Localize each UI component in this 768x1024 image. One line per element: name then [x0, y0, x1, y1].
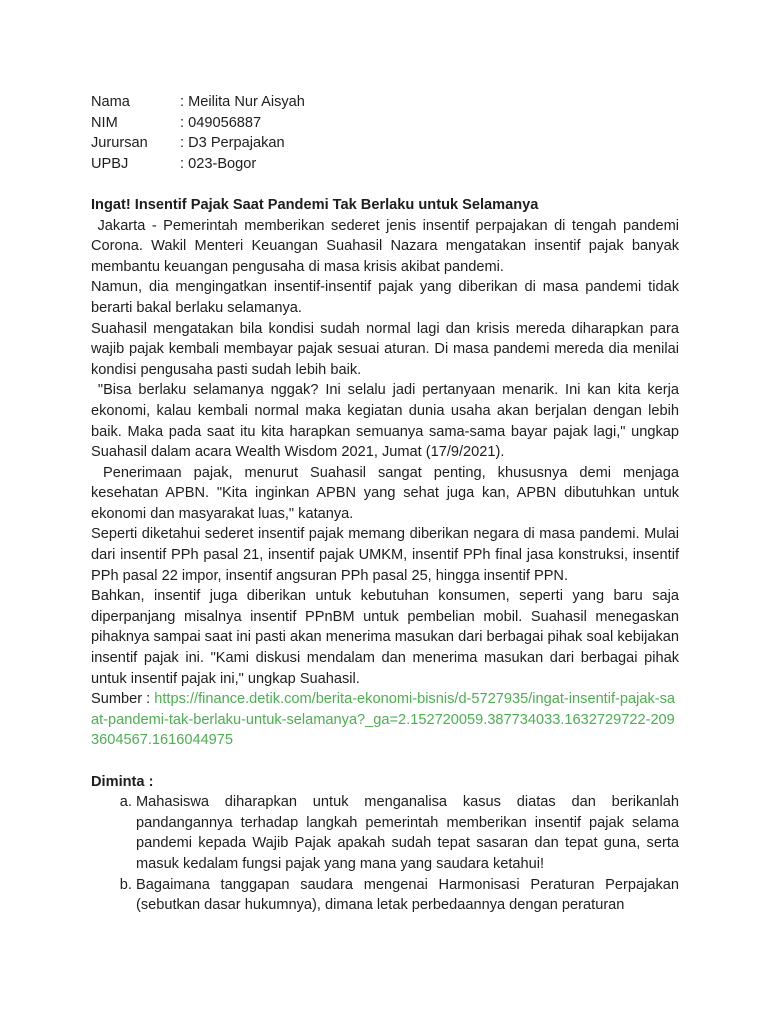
identity-value: : D3 Perpajakan: [180, 135, 285, 152]
article-title: Ingat! Insentif Pajak Saat Pandemi Tak Berlaku untuk Selamanya: [91, 196, 539, 213]
blank-line: [91, 751, 679, 772]
identity-row: [91, 133, 305, 154]
article-paragraph: Jakarta - Pemerintah memberikan sederet jenis insentif perpajakan di tengah pandemi Corona. Wakil Menteri Keuangan Suahasil Nazara mengatakan insentif pajak banyak membantu keuangan pengusaha di masa krisis akibat pandemi.: [91, 217, 684, 275]
article-paragraph: Suahasil mengatakan bila kondisi sudah normal lagi dan krisis mereda diharapkan para wajib pajak kembali membayar pajak sesuai aturan. Di masa pandemi mereda dia menilai kondisi pengusaha pasti sudah lebih baik.: [91, 320, 679, 378]
identity-row: [91, 113, 305, 134]
identity-label: Nama: [91, 94, 130, 110]
article-paragraph: Penerimaan pajak, menurut Suahasil sangat penting, khususnya demi menjaga kesehatan APBN. "Kita inginkan APBN yang sehat juga kan, APBN dibutuhkan untuk ekonomi dan masyarakat luas," katanya.: [91, 464, 684, 522]
article-paragraph: Seperti diketahui sederet insentif pajak memang diberikan negara di masa pandemi. Mulai dari insentif PPh pasal 21, insentif pajak UMKM, insentif PPh final jasa konstruksi, insentif PPh pasal 22 impor, insentif angsuran PPh pasal 25, hingga insentif PPN.: [91, 526, 679, 584]
source-label: Sumber :: [91, 691, 155, 708]
source-link[interactable]: https://finance.detik.com/berita-ekonomi-bisnis/d-5727935/ingat-insentif-pajak-saat-pandemi-tak-berlaku-untuk-selamanya?_ga=2.152720059.387734033.1632729722-2093604567.1616044975: [91, 691, 676, 749]
article-paragraph: Bahkan, insentif juga diberikan untuk kebutuhan konsumen, seperti yang baru saja diperpanjang misalnya insentif PPnBM untuk pembelian mobil. Suahasil menegaskan pihaknya sampai saat ini pasti akan menerima masukan dari berbagai pihak soal kebijakan insentif pajak ini. "Kami diskusi mendalam dan menerima masukan dari berbagai pihak untuk insentif pajak ini," ungkap Suahasil.: [91, 588, 679, 687]
identity-label: Jurursan: [91, 135, 148, 152]
identity-label: NIM: [91, 114, 118, 131]
identity-value: : 023-Bogor: [180, 155, 257, 172]
student-identity: [91, 92, 305, 174]
requirements-title: Diminta :: [91, 773, 154, 790]
list-item: a. Mahasiswa diharapkan untuk menganalisa kasus diatas dan berikanlah pandangannya terhadap langkah pemerintah memberikan insentif pajak selama pandemi kepada Wajib Pajak apakah sudah tepat sasaran dan tepat guna, serta masuk kedalam fungsi pajak yang mana yang saudara ketahui!: [136, 792, 679, 874]
article-paragraph: "Bisa berlaku selamanya nggak? Ini selalu jadi pertanyaan menarik. Ini kan kita kerja ekonomi, kalau kembali normal maka kegiatan dunia usaha akan berjalan dengan lebih baik. Maka pada saat itu kita harapkan semuanya sama-sama bayar pajak lagi," ungkap Suahasil dalam acara Wealth Wisdom 2021, Jumat (17/9/2021).: [91, 382, 684, 461]
blank-line: [91, 174, 679, 195]
list-item: b. Bagaimana tanggapan saudara mengenai Harmonisasi Peraturan Perpajakan (sebutkan dasar hukumnya), dimana letak perbedaannya dengan peraturan: [136, 875, 679, 916]
identity-row: [91, 154, 305, 175]
identity-row: [91, 92, 305, 113]
identity-label: UPBJ: [91, 155, 129, 172]
requirements-list: [91, 792, 679, 916]
article-source: [91, 689, 679, 751]
document-page: [91, 92, 684, 916]
identity-value: : 049056887: [180, 114, 262, 131]
article-paragraph: Namun, dia mengingatkan insentif-insentif pajak yang diberikan di masa pandemi tidak berarti bakal berlaku selamanya.: [91, 279, 679, 316]
identity-value: : Meilita Nur Aisyah: [180, 94, 305, 110]
